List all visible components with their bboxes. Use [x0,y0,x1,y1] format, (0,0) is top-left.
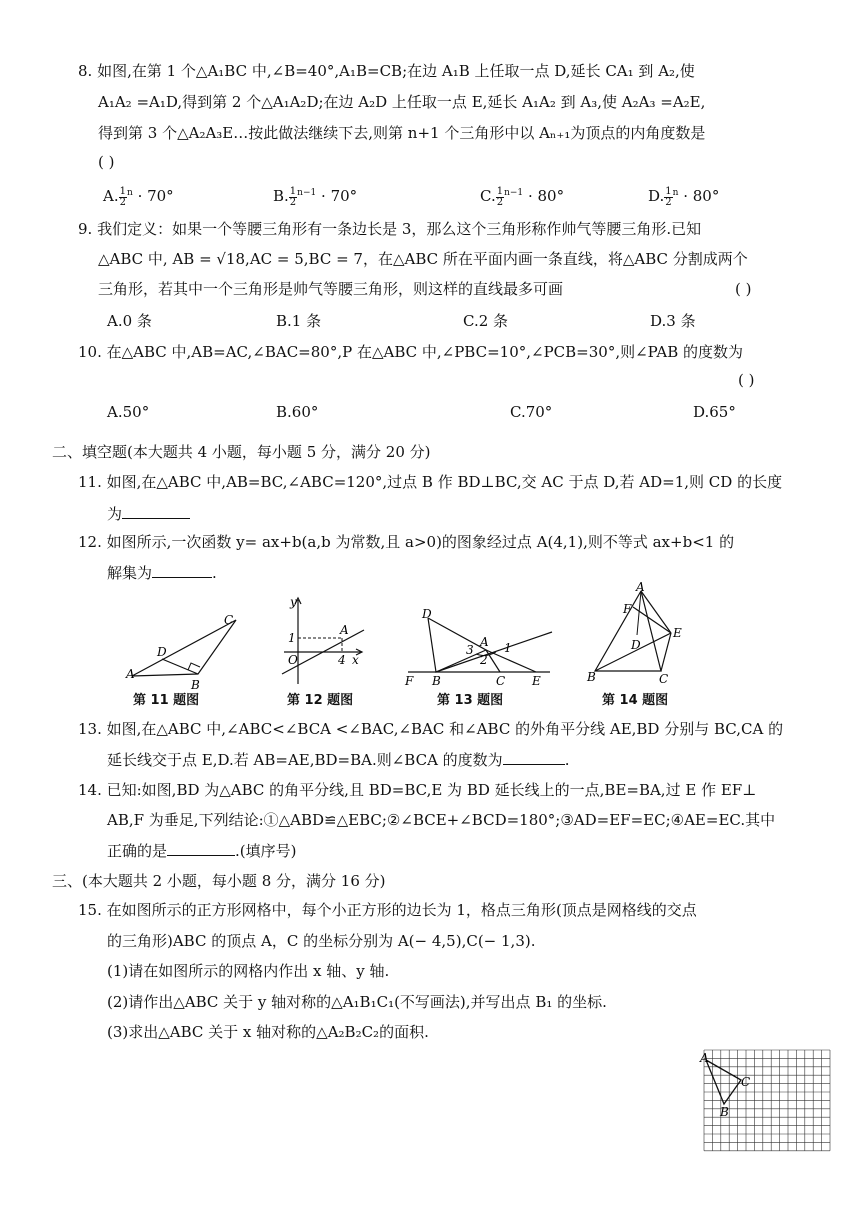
fig14-label-c: C [659,672,669,686]
fig11-label-d: D [157,645,167,659]
q15-line1: 15. 在如图所示的正方形网格中，每个小正方形的边长为 1，格点三角形(顶点是网格线的交点 [78,901,697,919]
figure-12 [280,594,366,686]
fig11-label-a: A [126,667,135,681]
fig13-label-b: B [432,674,441,688]
fig14-label-b: B [587,670,596,684]
fig12-label-1: 1 [288,631,296,645]
figure-11-caption: 第 11 题图 [133,693,200,708]
fig11-label-c: C [224,613,234,627]
q10-option-d[interactable]: D.65° [693,403,736,421]
q11-line1: 11. 如图,在△ABC 中,AB=BC,∠ABC=120°,过点 B 作 BD⊥BC,交 AC 于点 D,若 AD=1,则 CD 的长度 [78,473,783,491]
fraction: $\frac{1}{2}$ [496,185,504,208]
q14-line2: AB,F 为垂足,下列结论:①△ABD≌△EBC;②∠BCE+∠BCD=180°;③AD=EF=EC;④AE=EC.其中 [107,811,776,829]
q9-option-c[interactable]: C.2 条 [463,312,509,330]
fig14-label-e: E [673,626,682,640]
fig14-label-a: A [636,580,645,594]
q10-option-b[interactable]: B.60° [276,403,319,421]
fig12-label-o: O [288,653,298,667]
q8-line4: ( ) [98,153,115,171]
grid-label-b: B [720,1105,729,1119]
fig13-label-c: C [496,674,506,688]
fig13-label-2: 2 [480,653,488,667]
answer-blank[interactable] [167,839,235,856]
q9-line3: 三角形，若其中一个三角形是帅气等腰三角形，则这样的直线最多可画 [98,280,564,298]
fig11-label-b: B [191,678,200,692]
grid-label-a: A [700,1051,709,1065]
q15-sub2: (2)请作出△ABC 关于 y 轴对称的△A₁B₁C₁(不写画法),并写出点 B₁ 的坐标. [107,993,607,1011]
q8-line3: 得到第 3 个△A₂A₃E…按此做法继续下去,则第 n+1 个三角形中以 Aₙ₊₁为顶点的内角度数是 [98,124,706,142]
q8-option-b[interactable]: B. $\frac{1}{2}$ $^{n-1}$ · 70° [273,185,358,208]
figure-12-caption: 第 12 题图 [287,693,354,708]
answer-blank[interactable] [152,561,212,578]
q15-sub3: (3)求出△ABC 关于 x 轴对称的△A₂B₂C₂的面积. [107,1023,429,1041]
figure-14-caption: 第 14 题图 [602,693,669,708]
q10-line1: 10. 在△ABC 中,AB=AC,∠BAC=80°,P 在△ABC 中,∠PBC=10°,∠PCB=30°,则∠PAB 的度数为 [78,343,743,361]
fig12-label-4: 4 [338,653,346,667]
q8-line2: A₁A₂ =A₁D,得到第 2 个△A₁A₂D;在边 A₂D 上任取一点 E,延长 A₁A₂ 到 A₃,使 A₂A₃ =A₂E, [98,93,706,111]
q15-sub1: (1)请在如图所示的网格内作出 x 轴、y 轴. [107,962,390,980]
fraction: $\frac{1}{2}$ [665,185,672,208]
fig13-label-a: A [480,635,489,649]
q14-line1: 14. 已知:如图,BD 为△ABC 的角平分线,且 BD=BC,E 为 BD 延长线上的一点,BE=BA,过 E 作 EF⊥ [78,781,757,799]
q9-option-d[interactable]: D.3 条 [650,312,696,330]
figure-11 [124,612,240,692]
fig14-label-d: D [631,638,641,652]
q8-option-c[interactable]: C. $\frac{1}{2}$ $^{n-1}$ · 80° [480,185,565,208]
q10-option-a[interactable]: A.50° [107,403,150,421]
q8-option-a[interactable]: A. $\frac{1}{2}$ $^n$ · 70° [103,185,174,208]
q13-line2: 延长线交于点 E,D.若 AB=AE,BD=BA.则∠BCA 的度数为 . [107,748,569,771]
answer-blank[interactable] [503,748,565,765]
q9-line1: 9. 我们定义：如果一个等腰三角形有一条边长是 3，那么这个三角形称作帅气等腰三角形.已知 [78,220,702,238]
q8-option-d[interactable]: D. $\frac{1}{2}$ $^n$ · 80° [648,185,720,208]
q10-answer-paren: ( ) [738,371,755,389]
figure-14 [585,580,685,686]
q14-line3: 正确的是 .(填序号) [107,839,297,862]
fig13-label-1: 1 [504,641,512,655]
fraction: $\frac{1}{2}$ [119,185,126,208]
answer-blank[interactable] [122,502,190,519]
q9-option-b[interactable]: B.1 条 [276,312,322,330]
grid-label-c: C [741,1075,751,1089]
fig12-label-a: A [340,623,349,637]
section-3-heading: 三、(本大题共 2 小题，每小题 8 分，满分 16 分) [52,872,386,890]
figure-13 [400,606,555,686]
fig12-label-y: y [290,595,297,609]
q8-line1: 8. 如图,在第 1 个△A₁BC 中,∠B=40°,A₁B=CB;在边 A₁B 上任取一点 D,延长 CA₁ 到 A₂,使 [78,62,695,80]
fig13-label-d: D [422,607,432,621]
fraction: $\frac{1}{2}$ [289,185,297,208]
q12-line1: 12. 如图所示,一次函数 y= ax+b(a,b 为常数,且 a>0)的图象经过点 A(4,1),则不等式 ax+b<1 的 [78,533,735,551]
q15-grid-figure [700,1044,832,1154]
section-2-heading: 二、填空题(本大题共 4 小题，每小题 5 分，满分 20 分) [52,443,431,461]
q9-option-a[interactable]: A.0 条 [107,312,152,330]
q13-line1: 13. 如图,在△ABC 中,∠ABC<∠BCA <∠BAC,∠BAC 和∠ABC 的外角平分线 AE,BD 分别与 BC,CA 的 [78,720,784,738]
q10-option-c[interactable]: C.70° [510,403,553,421]
q9-answer-paren: ( ) [735,280,752,298]
fig13-label-3: 3 [466,643,474,657]
figure-13-caption: 第 13 题图 [437,693,504,708]
fig12-label-x: x [352,653,359,667]
fig13-label-f: F [405,674,414,688]
q11-line2: 为 [107,502,190,525]
fig13-label-e: E [532,674,541,688]
q9-line2: △ABC 中, AB = √18,AC = 5,BC = 7，在△ABC 所在平面内画一条直线，将△ABC 分割成两个 [98,250,748,268]
q15-line2: 的三角形)ABC 的顶点 A，C 的坐标分别为 A(− 4,5),C(− 1,3). [107,932,536,950]
q12-line2: 解集为 . [107,561,217,584]
fig14-label-f: F [623,602,632,616]
